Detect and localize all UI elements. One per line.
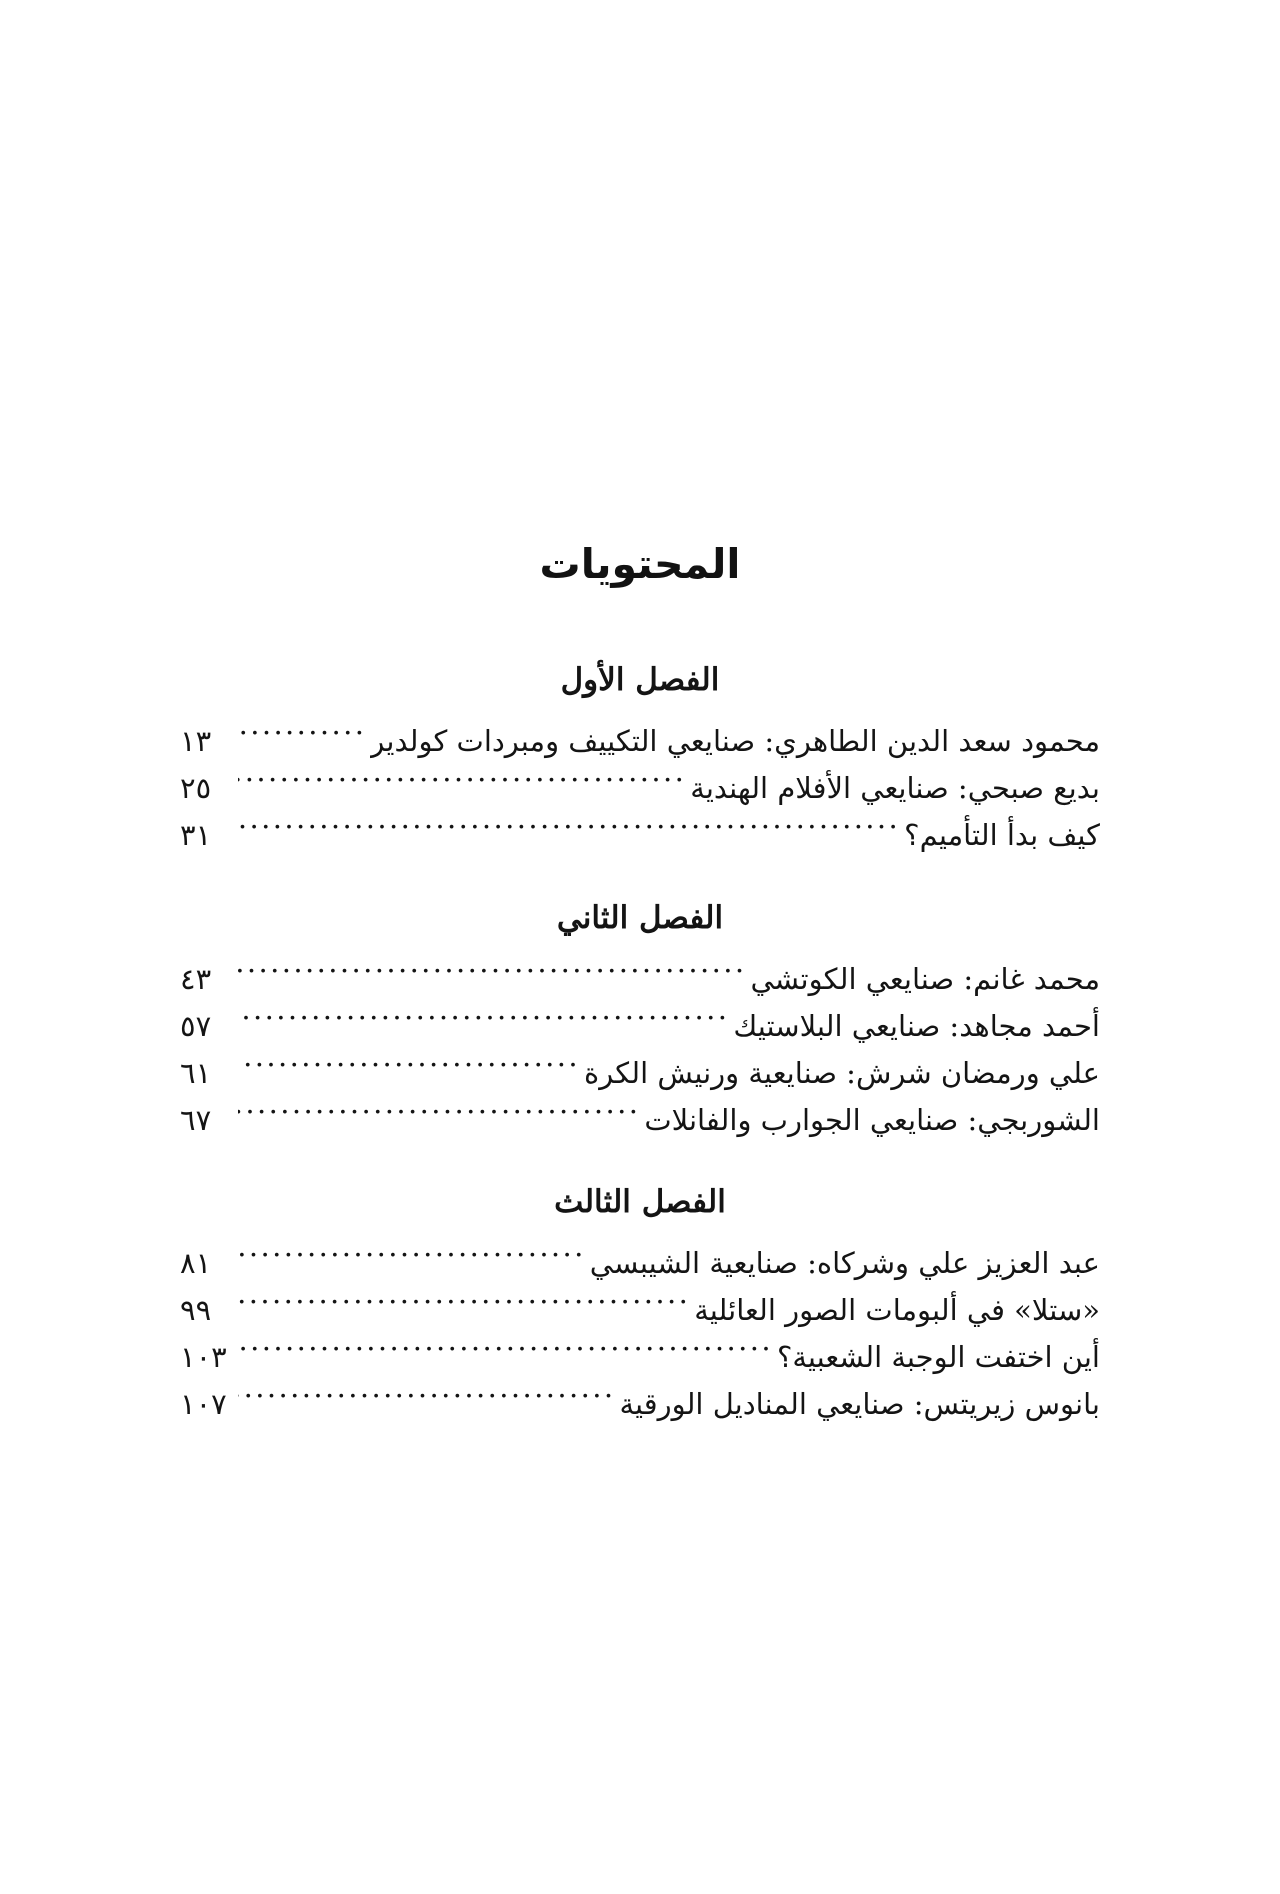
toc-entry-page-number: ٢٥ xyxy=(180,770,212,805)
chapter-list xyxy=(180,661,1100,1428)
dot-leader xyxy=(238,1291,690,1320)
dot-leader xyxy=(238,1007,729,1036)
chapter-heading: الفصل الثالث xyxy=(554,1184,726,1221)
toc-entry-title: «ستلا» في ألبومات الصور العائلية xyxy=(694,1293,1100,1328)
toc-entry-3-2[interactable] xyxy=(180,1287,1100,1334)
toc-entry-page-number: ١٣ xyxy=(180,723,212,758)
toc-entry-1-1[interactable] xyxy=(180,718,1100,765)
dot-leader xyxy=(238,1101,640,1130)
toc-entry-2-2[interactable] xyxy=(180,1003,1100,1050)
dot-leader xyxy=(238,722,366,751)
toc-entry-3-3[interactable] xyxy=(180,1334,1100,1381)
chapter-entry-list xyxy=(180,956,1100,1144)
toc-entry-page-number: ٦٧ xyxy=(180,1102,212,1137)
toc-entry-page-number: ٦١ xyxy=(180,1055,212,1090)
toc-entry-title: بانوس زيريتس: صنايعي المناديل الورقية xyxy=(619,1387,1100,1422)
toc-entry-title: كيف بدأ التأميم؟ xyxy=(904,817,1100,852)
toc-entry-page-number: ١٠٧ xyxy=(180,1387,227,1422)
page-title: المحتويات xyxy=(539,540,741,588)
toc-entry-1-2[interactable] xyxy=(180,765,1100,812)
toc-entry-title: الشوربجي: صنايعي الجوارب والفانلات xyxy=(644,1102,1100,1137)
toc-entry-title: أحمد مجاهد: صنايعي البلاستيك xyxy=(733,1008,1100,1043)
chapter-heading: الفصل الأول xyxy=(560,662,720,699)
toc-entry-page-number: ١٠٣ xyxy=(180,1340,227,1375)
chapter-heading: الفصل الثاني xyxy=(556,899,724,936)
chapter-section-2 xyxy=(180,899,1100,1144)
toc-entry-title: محمد غانم: صنايعي الكوتشي xyxy=(750,961,1100,996)
dot-leader xyxy=(238,1054,580,1083)
toc-entry-page-number: ٨١ xyxy=(180,1246,212,1281)
toc-entry-page-number: ٩٩ xyxy=(180,1293,212,1328)
toc-entry-title: محمود سعد الدين الطاهري: صنايعي التكييف ومبردات كولدير xyxy=(370,723,1100,758)
toc-entry-title: أين اختفت الوجبة الشعبية؟ xyxy=(776,1340,1100,1375)
dot-leader xyxy=(238,1338,773,1367)
toc-entry-page-number: ٤٣ xyxy=(180,961,212,996)
toc-entry-2-3[interactable] xyxy=(180,1050,1100,1097)
toc-entry-2-1[interactable] xyxy=(180,956,1100,1003)
toc-entry-title: علي ورمضان شرش: صنايعية ورنيش الكرة xyxy=(584,1055,1100,1090)
dot-leader xyxy=(238,1385,615,1414)
toc-entry-2-4[interactable] xyxy=(180,1097,1100,1144)
toc-entry-1-3[interactable] xyxy=(180,812,1100,859)
dot-leader xyxy=(238,1244,586,1273)
dot-leader xyxy=(238,816,900,845)
toc-entry-title: بديع صبحي: صنايعي الأفلام الهندية xyxy=(690,770,1100,805)
dot-leader xyxy=(238,960,747,989)
chapter-section-3 xyxy=(180,1183,1100,1428)
toc-entry-title: عبد العزيز علي وشركاه: صنايعية الشيبسي xyxy=(589,1246,1100,1281)
toc-entry-page-number: ٣١ xyxy=(180,817,212,852)
chapter-entry-list xyxy=(180,1240,1100,1428)
toc-entry-3-1[interactable] xyxy=(180,1240,1100,1287)
dot-leader xyxy=(238,769,686,798)
toc-entry-3-4[interactable] xyxy=(180,1381,1100,1428)
chapter-entry-list xyxy=(180,718,1100,859)
chapter-section-1 xyxy=(180,661,1100,859)
toc-entry-page-number: ٥٧ xyxy=(180,1008,212,1043)
table-of-contents xyxy=(180,540,1100,1428)
